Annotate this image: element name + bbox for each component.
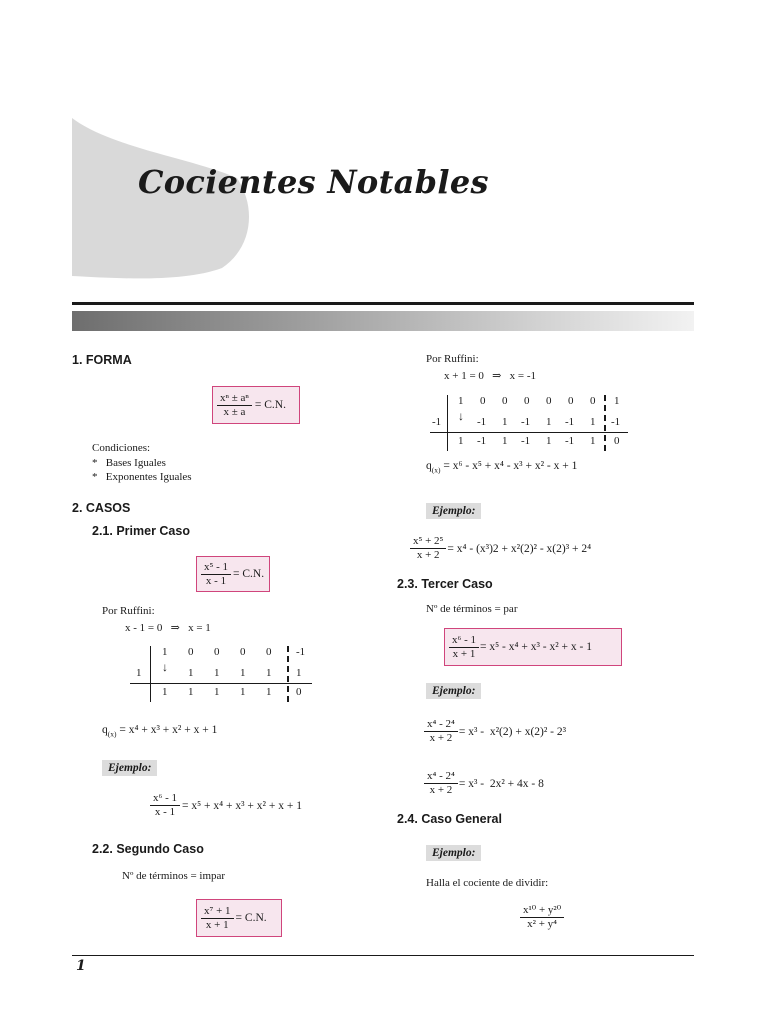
arrow-down-icon: ↓ bbox=[458, 409, 464, 423]
ejemplo-tercer-caso-b: $\frac{\text{x⁴ - 2⁴}}{x + 2}$ = x³ - 2x² + 4x - 8 bbox=[424, 770, 544, 797]
ejemplo-tercer-caso-a: $\frac{\text{x⁴ - 2⁴}}{x + 2}$ = x³ - x²(2) + x(2)² - 2³ bbox=[424, 718, 566, 745]
ejemplo-segundo-caso: $\frac{\text{x⁵ + 2⁵}}{x + 2}$ = x⁴ - (x³)2 + x²(2)² - x(2)³ + 2⁴ bbox=[410, 535, 591, 562]
tercer-caso-formula-box: $\frac{\text{x⁶ - 1}}{x + 1}$ = x⁵ - x⁴ + x³ - x² + x - 1 bbox=[444, 628, 622, 666]
title-gradient-bar bbox=[72, 311, 694, 331]
root-equation: x + 1 = 0 ⇒ x = -1 bbox=[444, 370, 536, 382]
terminos-par: Nº de términos = par bbox=[426, 603, 518, 615]
ejemplo-label: Ejemplo: bbox=[426, 683, 481, 699]
condicion-item: * Exponentes Iguales bbox=[92, 471, 192, 483]
segundo-caso-formula-box: $\frac{\text{x⁷ + 1}}{x + 1}$ = C.N. bbox=[196, 899, 282, 937]
forma-formula-box: $\frac{\text{xⁿ ± aⁿ}}{x \pm a}$ = C.N. bbox=[212, 386, 300, 424]
cociente-q1: $q_{(x)} = x^4 + x^3 + x^2 + x + 1$ bbox=[102, 724, 218, 739]
ejemplo-label: Ejemplo: bbox=[426, 845, 481, 861]
ruffini-label: Por Ruffini: bbox=[102, 605, 155, 617]
ejemplo-caso-general: $\frac{\text{x¹⁰ + y²⁰}}{\text{x² + y⁴}}$ bbox=[520, 904, 564, 931]
section-casos-heading: 2. CASOS bbox=[72, 501, 131, 515]
ejemplo-primer-caso: $\frac{\text{x⁶ - 1}}{x - 1}$ = x⁵ + x⁴ + x³ + x² + x + 1 bbox=[150, 792, 302, 819]
section-forma-heading: 1. FORMA bbox=[72, 353, 132, 367]
ejemplo-label: Ejemplo: bbox=[426, 503, 481, 519]
terminos-impar: Nº de términos = impar bbox=[122, 870, 226, 882]
condiciones-label: Condiciones: bbox=[92, 442, 151, 454]
title-rule bbox=[72, 302, 694, 305]
segundo-caso-heading: 2.2. Segundo Caso bbox=[92, 842, 204, 856]
primer-caso-heading: 2.1. Primer Caso bbox=[92, 524, 190, 538]
root-equation: x - 1 = 0 ⇒ x = 1 bbox=[125, 622, 211, 634]
footer-rule bbox=[72, 955, 694, 956]
ruffini-label: Por Ruffini: bbox=[426, 353, 479, 365]
tercer-caso-heading: 2.3. Tercer Caso bbox=[397, 577, 493, 591]
page-title: Cocientes Notables bbox=[138, 163, 489, 201]
page-number: 1 bbox=[76, 958, 86, 974]
halla-texto: Halla el cociente de dividir: bbox=[426, 877, 549, 889]
ejemplo-label: Ejemplo: bbox=[102, 760, 157, 776]
primer-caso-formula-box: $\frac{\text{x⁵ - 1}}{x - 1}$ = C.N. bbox=[196, 556, 270, 592]
condicion-item: * Bases Iguales bbox=[92, 457, 166, 469]
caso-general-heading: 2.4. Caso General bbox=[397, 812, 502, 826]
ruffini-table-2: 1 0 0 0 0 0 0 1 -1 ↓ -1 1 -1 1 -1 1 -1 1 -1 1 -1 1 -1 1 0 bbox=[430, 395, 630, 455]
ruffini-table-1: 1 0 0 0 0 -1 1 ↓ 1 1 1 1 1 1 1 1 1 1 0 bbox=[130, 646, 320, 706]
arrow-down-icon: ↓ bbox=[162, 660, 168, 674]
cociente-q2: $q_{(x)} = x^6 - x^5 + x^4 - x^3 + x^2 - x + 1$ bbox=[426, 460, 578, 475]
